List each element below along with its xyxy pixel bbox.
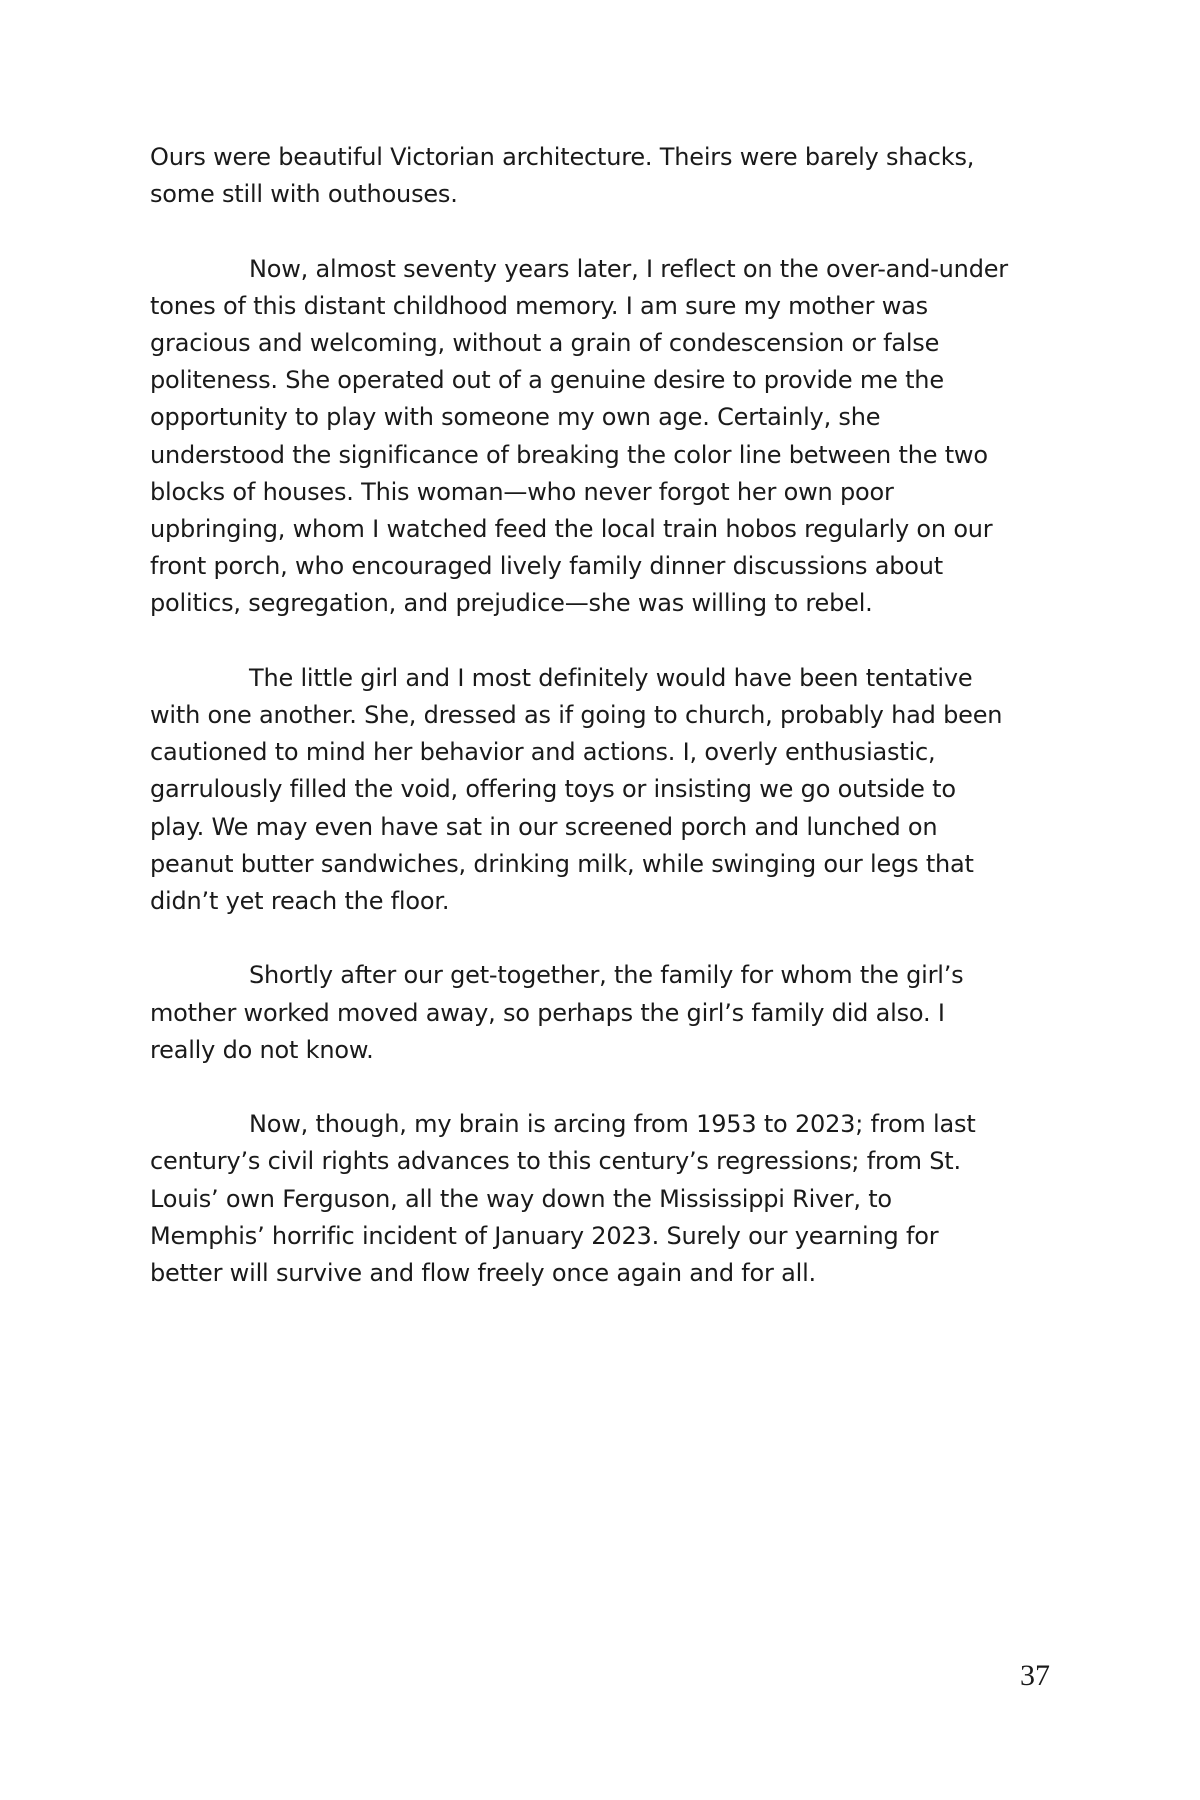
paragraph <box>150 139 1050 213</box>
text-line: century’s civil rights advances to this century’s regressions; from St. <box>150 1147 961 1176</box>
text-line: understood the significance of breaking the color line between the two <box>150 440 988 469</box>
text-line: upbringing, whom I watched feed the local train hobos regularly on our <box>150 515 993 544</box>
text-line: play. We may even have sat in our screened porch and lunched on <box>150 812 938 841</box>
text-line: tones of this distant childhood memory. I am sure my mother was <box>150 291 928 320</box>
paragraph <box>150 251 1050 623</box>
text-line: Ours were beautiful Victorian architecture. Theirs were barely shacks, <box>150 143 975 171</box>
text-line: Now, though, my brain is arcing from 1953 to 2023; from last <box>249 1110 976 1139</box>
text-line: garrulously filled the void, offering toys or insisting we go outside to <box>150 775 956 804</box>
text-line: politeness. She operated out of a genuine desire to provide me the <box>150 366 944 395</box>
text-line: politics, segregation, and prejudice—she was willing to rebel. <box>150 589 873 618</box>
text-line: opportunity to play with someone my own age. Certainly, she <box>150 403 881 432</box>
text-line: with one another. She, dressed as if going to church, probably had been <box>150 701 1003 730</box>
paragraph <box>150 1106 1050 1292</box>
text-line: peanut butter sandwiches, drinking milk, while swinging our legs that <box>150 849 974 878</box>
text-line: Memphis’ horrific incident of January 2023. Surely our yearning for <box>150 1221 939 1250</box>
text-line: really do not know. <box>150 1035 374 1064</box>
text-line: some still with outhouses. <box>150 180 458 209</box>
text-line: blocks of houses. This woman—who never forgot her own poor <box>150 477 894 506</box>
text-line: gracious and welcoming, without a grain of condescension or false <box>150 329 940 357</box>
text-line: better will survive and flow freely once again and for all. <box>150 1259 816 1288</box>
paragraph <box>150 957 1050 1069</box>
text-line: Louis’ own Ferguson, all the way down the Mississippi River, to <box>150 1184 892 1213</box>
text-line: front porch, who encouraged lively family dinner discussions about <box>150 552 943 581</box>
text-line: The little girl and I most definitely would have been tentative <box>249 663 973 692</box>
text-line: Shortly after our get-together, the family for whom the girl’s <box>249 961 964 990</box>
body-text <box>150 139 1050 1329</box>
page-number: 37 <box>1020 1659 1050 1692</box>
text-line: cautioned to mind her behavior and actions. I, overly enthusiastic, <box>150 738 936 767</box>
text-line: didn’t yet reach the floor. <box>150 887 450 916</box>
text-line: mother worked moved away, so perhaps the girl’s family did also. I <box>150 998 945 1027</box>
paragraph <box>150 660 1050 920</box>
text-line: Now, almost seventy years later, I reflect on the over-and-under <box>249 254 1008 283</box>
